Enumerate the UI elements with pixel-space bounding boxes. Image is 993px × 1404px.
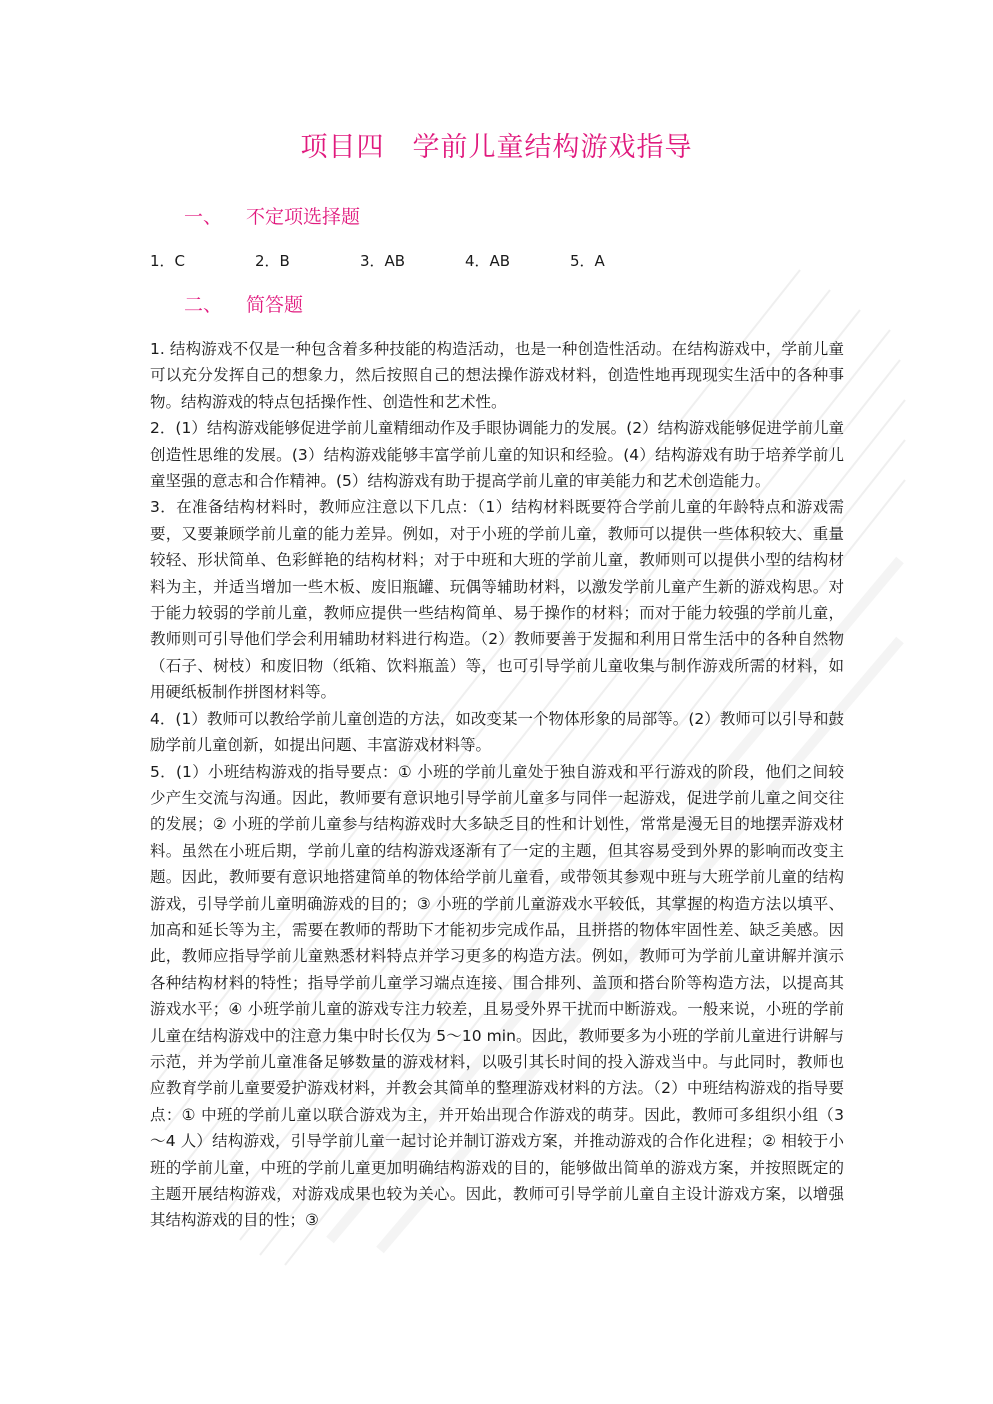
answer-paragraph: 1. 结构游戏不仅是一种包含着多种技能的构造活动，也是一种创造性活动。在结构游戏中，学前儿童可以充分发挥自己的想象力，然后按照自己的想法操作游戏材料，创造性地再现现实生活中的各种事物。结构游戏的特点包括操作性、创造性和艺术性。 — [150, 340, 844, 411]
answer-paragraph: 5．(1）小班结构游戏的指导要点：① 小班的学前儿童处于独自游戏和平行游戏的阶段，他们之间较少产生交流与沟通。因此，教师要有意识地引导学前儿童多与同伴一起游戏，促进学前儿童之间交往的发展；② 小班的学前儿童参与结构游戏时大多缺乏目的性和计划性，常常是漫无目的地摆弄游戏材料。虽然在小班后期，学前儿童的结构游戏逐渐有了一定的主题，但其容易受到外界的影响而改变主题。因此，教师要有意识地搭建简单的物体给学前儿童看，或带领其参观中班与大班学前儿童的结构游戏，引导学前儿童明确游戏的目的；③ 小班的学前儿童游戏水平较低，其掌握的构造方法以填平、加高和延长等为主，需要在教师的帮助下才能初步完成作品，且拼搭的物体牢固性差、缺乏美感。因此，教师应指导学前儿童熟悉材料特点并学习更多的构造方法。例如，教师可为学前儿童讲解并演示各种结构材料的特性；指导学前儿童学习端点连接、围合排列、盖顶和搭台阶等构造方法，以提高其游戏水平；④ 小班学前儿童的游戏专注力较差，且易受外界干扰而中断游戏。一般来说，小班的学前儿童在结构游戏中的注意力集中时长仅为 5～10 min。因此，教师要多为小班的学前儿童进行讲解与示范，并为学前儿童准备足够数量的游戏材料，以吸引其长时间的投入游戏当中。与此同时，教师也应教育学前儿童要爱护游戏材料，并教会其简单的整理游戏材料的方法。（2）中班结构游戏的指导要点：① 中班的学前儿童以联合游戏为主，并开始出现合作游戏的萌芽。因此，教师可多组织小组（3～4 人）结构游戏，引导学前儿童一起讨论并制订游戏方案，并推动游戏的合作化进程；② 相较于小班的学前儿童，中班的学前儿童更加明确结构游戏的目的，能够做出简单的游戏方案，并按照既定的主题开展结构游戏，对游戏成果也较为关心。因此，教师可引导学前儿童自主设计游戏方案，以增强其结构游戏的目的性；③ — [150, 762, 844, 1230]
section-number: 二、 — [184, 294, 223, 316]
section-heading-short-answer — [184, 292, 303, 318]
section-number: 一、 — [184, 206, 223, 228]
section-title: 简答题 — [246, 294, 304, 316]
choice-answer: 4．AB — [465, 252, 511, 270]
answer-paragraph: 3．在准备结构材料时，教师应注意以下几点：（1）结构材料既要符合学前儿童的年龄特点和游戏需要，又要兼顾学前儿童的能力差异。例如，对于小班的学前儿童，教师可以提供一些体积较大、重量较轻、形状简单、色彩鲜艳的结构材料；对于中班和大班的学前儿童，教师则可以提供小型的结构材料为主，并适当增加一些木板、废旧瓶罐、玩偶等辅助材料，以激发学前儿童产生新的游戏构思。对于能力较弱的学前儿童，教师应提供一些结构简单、易于操作的材料；而对于能力较强的学前儿童，教师则可引导他们学会利用辅助材料进行构造。（2）教师要善于发掘和利用日常生活中的各种自然物（石子、树枝）和废旧物（纸箱、饮料瓶盖）等，也可引导学前儿童收集与制作游戏所需的材料，如用硬纸板制作拼图材料等。 — [150, 498, 844, 702]
choice-answer: 2．B — [255, 252, 290, 270]
short-answer-body — [150, 336, 844, 1234]
choice-answer: 1．C — [150, 252, 186, 270]
section-heading-choice — [184, 204, 360, 230]
page-title: 项目四 学前儿童结构游戏指导 — [300, 132, 693, 163]
answer-paragraph: 2．(1）结构游戏能够促进学前儿童精细动作及手眼协调能力的发展。(2）结构游戏能够促进学前儿童创造性思维的发展。(3）结构游戏能够丰富学前儿童的知识和经验。(4）结构游戏有助于培养学前儿童坚强的意志和合作精神。(5）结构游戏有助于提高学前儿童的审美能力和艺术创造能力。 — [150, 419, 844, 491]
choice-answer: 5．A — [570, 252, 605, 270]
section-title: 不定项选择题 — [246, 206, 361, 228]
choice-answer: 3．AB — [360, 252, 406, 270]
answer-paragraph: 4．(1）教师可以教给学前儿童创造的方法，如改变某一个物体形象的局部等。(2）教师可以引导和鼓励学前儿童创新，如提出问题、丰富游戏材料等。 — [150, 709, 844, 755]
